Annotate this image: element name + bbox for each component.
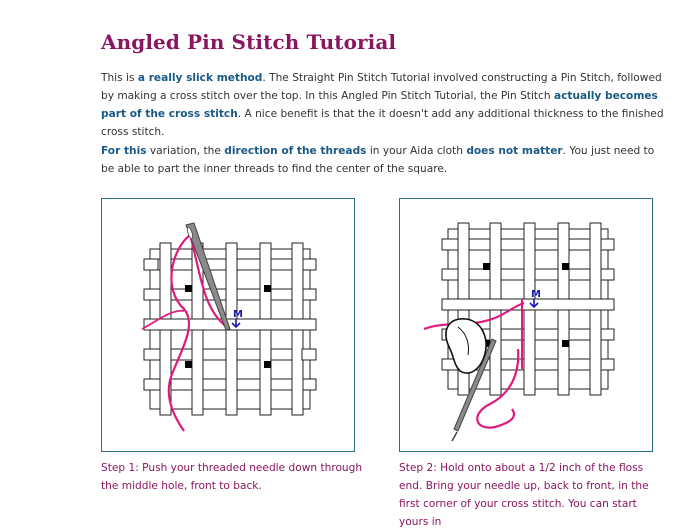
intro-text-3: . A nice benefit is that the it doesn't add any additional thickness to the finished cross stitch. bbox=[101, 108, 664, 138]
step-1-caption: Step 1: Push your threaded needle down through the middle hole, front to back. bbox=[101, 462, 363, 492]
step-2-illustration bbox=[399, 198, 653, 452]
variation-paragraph bbox=[101, 142, 669, 178]
variation-emphasis-1: For this bbox=[101, 145, 147, 157]
intro-paragraph bbox=[101, 69, 669, 141]
step-1-illustration bbox=[101, 198, 355, 452]
variation-text-2: in your Aida cloth bbox=[366, 145, 467, 157]
marker-label: M bbox=[531, 289, 541, 300]
step-1-diagram bbox=[102, 199, 354, 451]
variation-emphasis-3: does not matter bbox=[466, 145, 563, 157]
step-2-diagram bbox=[400, 199, 652, 451]
page-title: Angled Pin Stitch Tutorial bbox=[101, 30, 397, 54]
step-2-caption: Step 2: Hold onto about a 1/2 inch of the floss end. Bring your needle up, back to front, in the first corner of your cross stitch. You can start yours in bbox=[399, 462, 649, 528]
intro-emphasis-1: a really slick method bbox=[137, 72, 263, 84]
variation-text-1: variation, the bbox=[146, 145, 225, 157]
marker-label: M bbox=[233, 309, 243, 320]
variation-text-3: . You just need to be able to part the inner threads to find the center of the square. bbox=[101, 145, 655, 175]
variation-emphasis-2: direction of the threads bbox=[224, 145, 367, 157]
intro-text-1: This is bbox=[101, 72, 138, 84]
intro-text-2: . The Straight Pin Stitch Tutorial involved constructing a Pin Stitch, followed by making a cross stitch over the top. In this Angled Pin Stitch Tutorial, the Pin Stitch bbox=[101, 72, 662, 102]
intro-emphasis-2: actually becomes part of the cross stitch bbox=[101, 90, 658, 120]
